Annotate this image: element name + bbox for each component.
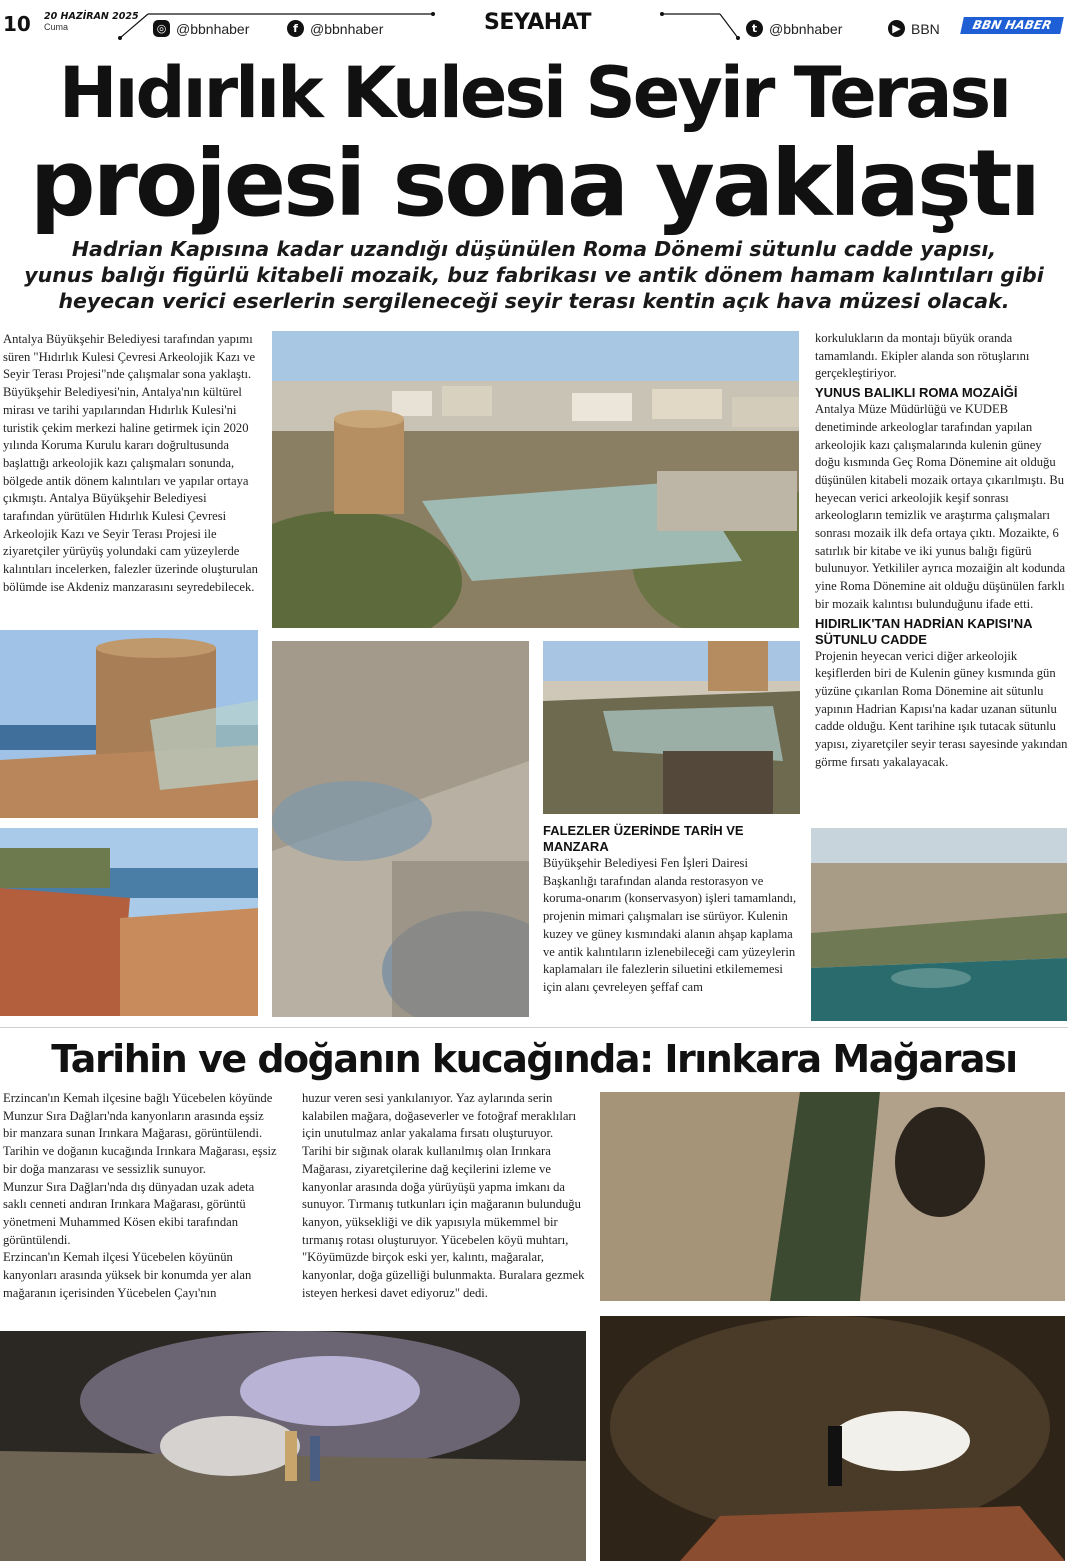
instagram-handle[interactable] (153, 20, 249, 37)
article1-headline-line1: Hıdırlık Kulesi Seyir Terası (58, 52, 1010, 134)
a2-col1-p3: Munzur Sıra Dağları'nda dış dünyadan uzak adeta saklı cenneti andıran Irınkara Mağarası, görüntü yönetmeni Muhammed Kösen ekibi tarafından görüntülendi. (3, 1179, 255, 1247)
a2-col1-p4: Erzincan'ın Kemah ilçesi Yücebelen köyünün kanyonları arasında yüksek bir konumda yer alan mağaranın içerisinden Yücebelen Çayı'nın (3, 1250, 252, 1300)
twitter-icon: t (746, 20, 763, 37)
col3-intro: korkulukların da montajı büyük oranda tamamlandı. Ekipler alanda son rötuşlarını gerçekleştiriyor. (815, 331, 1030, 381)
photo-wooden-deck (0, 828, 258, 1016)
photo-cave-interior-hikers (0, 1331, 586, 1561)
deck-line-2: yunus balığı figürlü kitabeli mozaik, buz fabrikası ve antik dönem hamam kalıntıları gibi (24, 263, 1044, 287)
youtube-icon: ▶ (888, 20, 905, 37)
section-title: SEYAHAT (484, 10, 591, 35)
facebook-handle[interactable] (287, 20, 383, 37)
article1-col3 (815, 330, 1068, 771)
article2-headline: Tarihin ve doğanın kucağında: Irınkara Mağarası (51, 1037, 1017, 1081)
deck-line-3: heyecan verici eserlerin sergileneceği seyir terası kentin açık hava müzesi olacak. (58, 289, 1010, 313)
instagram-icon: ◎ (153, 20, 170, 37)
photo-antalya-coast-aerial (811, 828, 1067, 1021)
article1-col1-text: Antalya Büyükşehir Belediyesi tarafından yapımı süren "Hıdırlık Kulesi Çevresi Arkeolojik Kazı ve Seyir Terası Projesi"nde çalışmalar sona yaklaştı. Büyükşehir Belediyesi'nin, Antalya'nın kültürel mirası ve tarihi yapılarından Hıdırlık Kulesi'ni turistik çekim merkezi haline getirmek için 2020 yılında Koruma Kurulu kararı doğrultusunda başlattığı arkeolojik kazı çalışmaları sonunda, bölgede antik dönem kalıntıları ve yapılar ortaya çıkmıştı. Antalya Büyükşehir Belediyesi tarafından yürütülen Hıdırlık Kulesi Çevresi Arkeolojik Kazı ve Seyir Terası Projesi ile ziyaretçiler yürüyüş yolundaki cam yüzeylerde kalıntıları incelerken, falezler üzerinde oluşturulan bölümde ise Akdeniz manzarasını seyredebilecek. (3, 332, 258, 594)
photo-cave-tunnel-light (600, 1316, 1065, 1561)
article1-headline-line2: projesi sona yaklaştı (29, 130, 1039, 237)
facebook-label: @bbnhaber (310, 20, 384, 37)
mosaic-text: Antalya Müze Müdürlüğü ve KUDEB denetiminde arkeologlar tarafından yapılan arkeolojik kazı çalışmalarında kulenin güney doğu kısmında Geç Roma Dönemine ait olduğu düşünülen kitabeli mozaik ortaya çıkarılmıştı. Bu heyecan verici arkeolojik keşif sonrası arkeologların temizlik ve araştırma çalışmaları sonrası mozaik ilk defa ortaya çıktı. Mozaikte, 6 satırlık bir kitabe ve iki yunus balığı figürü bulunuyor. Yetkililer ayrıca mozaiğin alt kodunda yine Roma Dönemine ait olduğu düşünülen farklı bir mozaik kalıntısı bulunduğunu ifade etti. (815, 402, 1066, 611)
header-decor-line-right (660, 8, 740, 48)
street-heading: HIDIRLIK'TAN HADRİAN KAPISI'NA SÜTUNLU CADDE (815, 615, 1033, 647)
facebook-icon: f (287, 20, 304, 37)
section-divider (0, 1027, 1068, 1028)
street-text: Projenin heyecan verici diğer arkeolojik keşiflerden biri de Kulenin güney kısmında gün yüzüne çıkarılan Roma Dönemine ait sütunlu yapının Hadrian Kapısı'na kadar uzanan sütunlu cadde olduğu. Kent tarihine ışık tutacak sütunlu yapısı, ziyaretçiler seyir terası sayesinde yakından görme fırsatı yakalayacak. (815, 648, 1068, 769)
falez-heading: FALEZLER ÜZERİNDE TARİH VE MANZARA (543, 823, 744, 854)
photo-canyon-cave-entrance (600, 1092, 1065, 1301)
youtube-handle[interactable] (888, 20, 940, 37)
photo-terrace-stairs (543, 641, 800, 814)
a2-col1-p2: Tarihin ve doğanın kucağında Irınkara Mağarası, eşsiz bir doğa manzarası ve sessizlik sunuyor. (3, 1144, 277, 1176)
photo-tower-terrace (0, 630, 258, 818)
falez-section (543, 821, 800, 997)
twitter-label: @bbnhaber (769, 20, 843, 37)
article2-col1 (3, 1090, 280, 1302)
page-number: 10 (3, 12, 31, 36)
falez-text: Büyükşehir Belediyesi Fen İşleri Dairesi Başkanlığı tarafından alanda restorasyon ve koruma-onarım (konservasyon) işleri tamamlandı, projenin mimari çalışmaları ise sürüyor. Kulenin kuzey ve güney kısmındaki alanın ahşap kaplama ve antik kalıntıların izlenebileceği cam yüzeylerin kaplamaları ile falezlerin siluetini etkilememesi için alanı çevreleyen şeffaf cam (543, 856, 797, 994)
youtube-label: BBN (911, 20, 940, 37)
header-day: Cuma (44, 22, 69, 32)
twitter-handle[interactable] (746, 20, 842, 37)
article1-deck (0, 236, 1068, 314)
article2-col2: huzur veren sesi yankılanıyor. Yaz aylarında serin kalabilen mağara, doğaseverler ve fotoğraf meraklıları için unutulmaz anlar yakalama fırsatı oluşturuyor. Tarihi bir sığınak olarak kullanılmış olan Irınkara Mağarası, ziyaretçilerine dağ keçilerini izleme ve kanyonlar arasında doğa yürüyüşü yapma imkanı da sunuyor. Tırmanış tutkunları için mağaranın bulunduğu kanyon, yüksekliği ve dik yapısıyla mükemmel bir tırmanış rotası oluşturuyor. Yücebelen köyü muhtarı, "Köyümüzde birçok eski yer, kalıntı, mağaralar, kanyonlar, doğa güzelliği bulunmakta. Buralara gezmek isteyen herkesi davet ediyoruz" dedi. (302, 1091, 585, 1300)
brand-logo: BBN HABER (960, 17, 1064, 34)
instagram-label: @bbnhaber (176, 20, 250, 37)
a2-col1-p1: Erzincan'ın Kemah ilçesine bağlı Yücebelen köyünde Munzur Sıra Dağları'nda kanyonların arasında eşsiz bir manzara sunan Irınkara Mağarası, görüntülendi. (3, 1091, 273, 1141)
mosaic-heading: YUNUS BALIKLI ROMA MOZAİĞİ (815, 385, 1018, 401)
photo-dolphin-mosaic (272, 641, 529, 1017)
deck-line-1: Hadrian Kapısına kadar uzandığı düşünülen Roma Dönemi sütunlu cadde yapısı, (71, 237, 997, 261)
photo-hidirlik-tower-aerial (272, 331, 799, 628)
header-date: 20 HAZİRAN 2025 (44, 11, 139, 22)
